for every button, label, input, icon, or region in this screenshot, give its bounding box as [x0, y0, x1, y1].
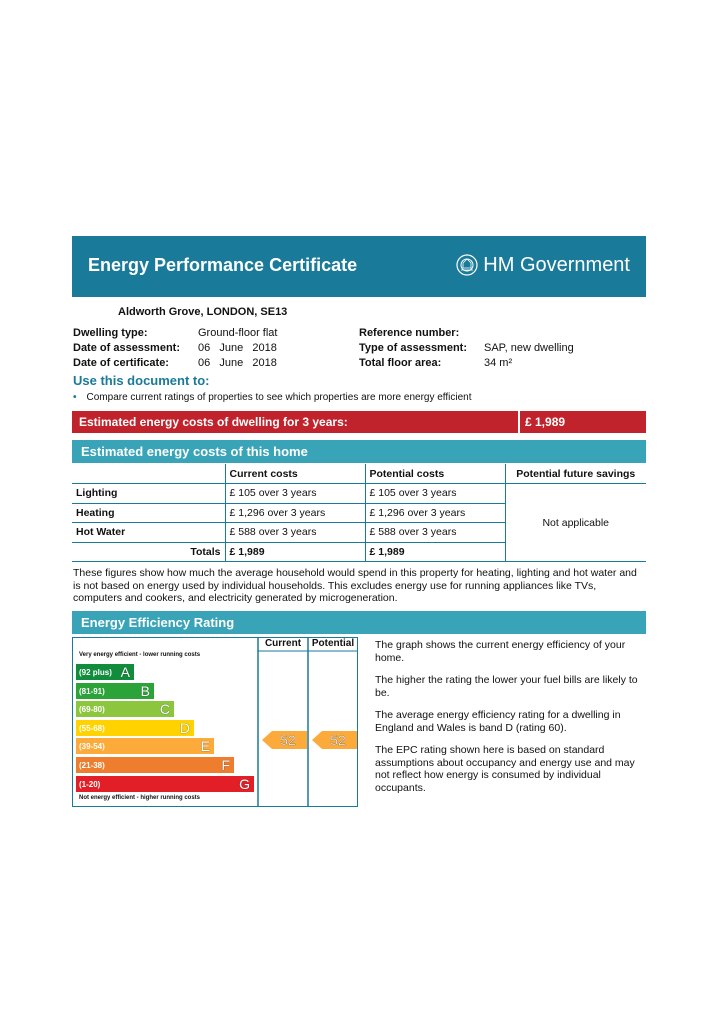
band-range: (39-54)	[79, 742, 105, 752]
assessment-type-label: Type of assessment:	[359, 342, 468, 354]
potential-rating-arrow	[312, 731, 358, 749]
rating-band-d	[76, 720, 194, 736]
band-letter: E	[200, 738, 210, 755]
dwelling-type-value: Ground-floor flat	[198, 327, 278, 339]
estimated-3yr-label: Estimated energy costs of dwelling for 3 years:	[79, 415, 348, 429]
potential-rating-value: 52	[330, 732, 346, 748]
row-potential: £ 588 over 3 years	[365, 523, 505, 543]
gov-label: HM Government	[483, 253, 630, 276]
row-current: £ 1,296 over 3 years	[225, 503, 365, 523]
divider	[518, 411, 520, 433]
costs-section-title: Estimated energy costs of this home	[81, 444, 308, 459]
totals-label: Totals	[72, 542, 225, 562]
row-potential: £ 1,296 over 3 years	[365, 503, 505, 523]
efficiency-section-title: Energy Efficiency Rating	[81, 615, 235, 630]
property-address: Aldworth Grove, LONDON, SE13	[118, 306, 288, 318]
table-header-current: Current costs	[225, 464, 365, 484]
row-current: £ 105 over 3 years	[225, 484, 365, 504]
rating-col-potential: Potential	[311, 638, 355, 649]
dwelling-type-label: Dwelling type:	[73, 327, 148, 339]
rating-explanation	[375, 639, 647, 804]
band-letter: G	[239, 775, 250, 792]
efficiency-section-heading	[72, 611, 646, 634]
use-document-bullet	[73, 392, 472, 403]
rating-text-paragraph: The graph shows the current energy efficiency of your home.	[375, 639, 626, 664]
band-letter: B	[140, 682, 150, 699]
rating-band-f	[76, 757, 234, 773]
rating-band-c	[76, 701, 174, 717]
table-row	[72, 484, 646, 504]
rating-col-current: Current	[264, 638, 302, 649]
bullet-text: Compare current ratings of properties to see which properties are more energy efficient	[86, 392, 472, 403]
assessment-type-value: SAP, new dwelling	[484, 342, 574, 354]
rating-text-paragraph: The EPC rating shown here is based on standard assumptions about occupancy and energy use and may not reflect how energy is consumed by individual occupants.	[375, 744, 635, 794]
band-range: (55-68)	[79, 723, 105, 733]
table-header-blank	[72, 464, 225, 484]
current-rating-value: 52	[280, 732, 296, 748]
savings-cell: Not applicable	[505, 484, 646, 562]
date-assessment-label: Date of assessment:	[73, 342, 180, 354]
efficient-note: Very energy efficient - lower running costs	[79, 652, 201, 658]
dwelling-info-right	[359, 327, 574, 372]
rating-band-a	[76, 664, 134, 680]
band-letter: A	[120, 664, 130, 680]
current-rating-arrow	[262, 731, 308, 749]
table-header-potential: Potential costs	[365, 464, 505, 484]
band-range: (1-20)	[79, 779, 101, 789]
band-letter: F	[221, 757, 230, 773]
row-label: Lighting	[72, 484, 225, 504]
royal-crest-icon	[455, 253, 479, 277]
costs-section-heading	[72, 440, 646, 463]
row-current: £ 588 over 3 years	[225, 523, 365, 543]
table-header-savings: Potential future savings	[505, 464, 646, 484]
reference-label: Reference number:	[359, 327, 460, 339]
row-label: Hot Water	[72, 523, 225, 543]
energy-costs-table	[72, 464, 646, 562]
band-range: (92 plus)	[79, 668, 112, 677]
date-assessment-value: 06 June 2018	[198, 342, 277, 354]
table-header-row	[72, 464, 646, 484]
row-potential: £ 105 over 3 years	[365, 484, 505, 504]
band-letter: C	[159, 701, 170, 718]
estimated-3yr-value: £ 1,989	[525, 415, 566, 429]
estimated-3yr-cost-bar	[72, 411, 646, 433]
date-certificate-value: 06 June 2018	[198, 357, 277, 369]
certificate-title: Energy Performance Certificate	[88, 255, 358, 275]
rating-band-e	[76, 738, 214, 754]
rating-text-paragraph: The average energy efficiency rating for a dwelling in England and Wales is band D (rating 60).	[375, 709, 621, 734]
floor-area-value: 34 m²	[484, 357, 513, 369]
costs-note: These figures show how much the average household would spend in this property for heating, lighting and hot water and is not based on energy used by individual households. This excludes energy use for running appliances like TVs, computers and cookers, and electricity generated by microgeneration.	[73, 567, 637, 604]
rating-band-g	[76, 776, 254, 792]
band-range: (81-91)	[79, 686, 105, 696]
inefficient-note: Not energy efficient - higher running costs	[79, 795, 201, 801]
totals-potential: £ 1,989	[365, 542, 505, 562]
rating-text-paragraph: The higher the rating the lower your fuel bills are likely to be.	[375, 674, 638, 699]
band-letter: D	[179, 719, 190, 736]
totals-current: £ 1,989	[225, 542, 365, 562]
bullet-icon: •	[73, 392, 77, 403]
rating-band-b	[76, 683, 154, 699]
floor-area-label: Total floor area:	[359, 357, 442, 369]
row-label: Heating	[72, 503, 225, 523]
dwelling-info-left	[73, 327, 277, 372]
hm-government-logo	[455, 253, 630, 277]
use-document-heading: Use this document to:	[73, 373, 210, 388]
date-certificate-label: Date of certificate:	[73, 357, 169, 369]
certificate-header	[72, 236, 646, 297]
band-range: (21-38)	[79, 761, 105, 770]
band-range: (69-80)	[79, 705, 105, 715]
